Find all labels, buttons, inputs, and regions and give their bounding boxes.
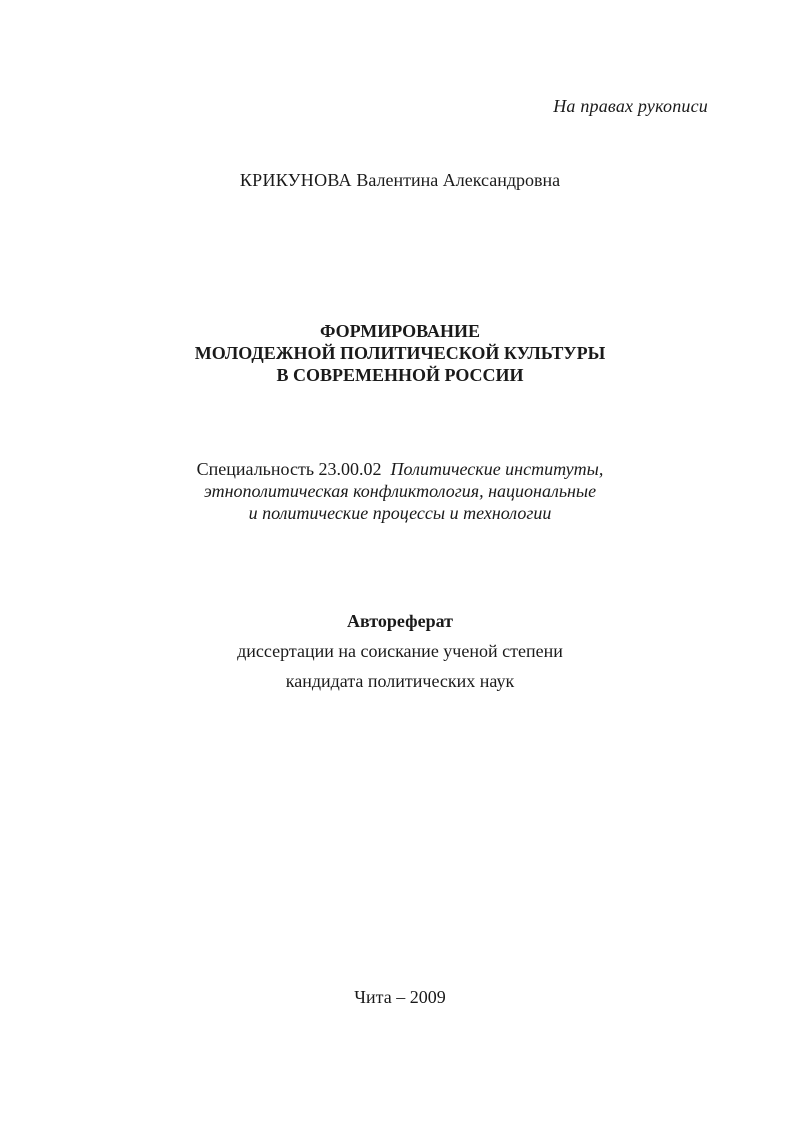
specialty-block xyxy=(0,458,800,524)
abstract-heading: Автореферат xyxy=(347,611,453,631)
abstract-line-2: кандидата политических наук xyxy=(285,671,515,691)
specialty-label: Специальность 23.00.02 xyxy=(196,459,382,479)
abstract-line-1: диссертации на соискание ученой степени xyxy=(237,641,563,661)
author-surname: КРИКУНОВА xyxy=(239,170,352,190)
specialty-name-part-2: этнополитическая конфликтология, национальные xyxy=(203,481,597,501)
title-line: МОЛОДЕЖНОЙ ПОЛИТИЧЕСКОЙ КУЛЬТУРЫ xyxy=(194,343,606,363)
dissertation-title xyxy=(0,320,800,386)
manuscript-note: На правах рукописи xyxy=(553,96,708,116)
specialty-name-part-1: Политические институты, xyxy=(390,459,604,479)
title-line: В СОВРЕМЕННОЙ РОССИИ xyxy=(276,365,524,385)
title-line: ФОРМИРОВАНИЕ xyxy=(319,321,481,341)
place-and-year: Чита – 2009 xyxy=(354,987,446,1007)
abstract-block xyxy=(0,606,800,696)
specialty-line-1 xyxy=(0,458,800,480)
specialty-name-part-3: и политические процессы и технологии xyxy=(248,503,552,523)
author-name xyxy=(0,170,800,191)
author-given-names: Валентина Александровна xyxy=(356,170,561,190)
